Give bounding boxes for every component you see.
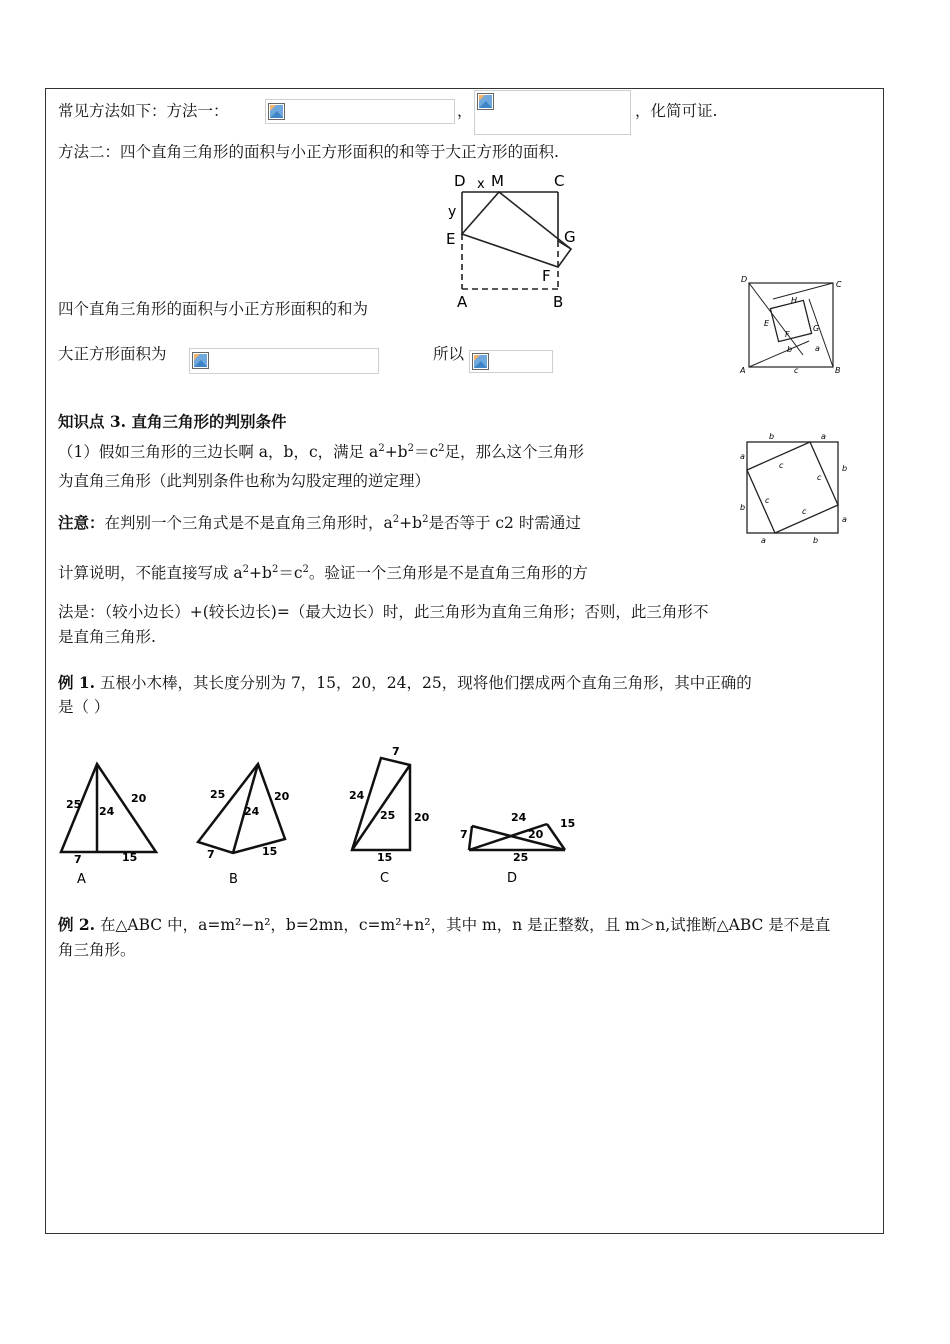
label-b: b: [787, 345, 793, 354]
formula-image-3: [189, 348, 379, 374]
text-part: +b: [384, 443, 408, 461]
triangle-options-figure: [55, 740, 595, 890]
label-c: c: [817, 473, 822, 482]
big-square-area-text: 大正方形面积为: [58, 345, 167, 363]
comma: ，: [457, 102, 473, 120]
sum-text: 四个直角三角形的面积与小正方形面积的和为: [58, 300, 369, 318]
option-D-label: D: [507, 871, 518, 886]
A-side-25: 25: [66, 798, 82, 811]
text-part: +b: [399, 514, 423, 532]
C-side-25: 25: [380, 809, 396, 822]
D-side-7: 7: [460, 828, 468, 841]
superscript: 2: [271, 564, 279, 575]
text-part: 在判别一个三角式是不是直角三角形时，a: [104, 514, 393, 532]
option-C-label: C: [380, 871, 390, 886]
example1-label: 例 1.: [58, 673, 96, 692]
note-line2: [58, 562, 588, 584]
superscript: 2: [378, 443, 385, 454]
example1-text: 五根小木棒，其长度分别为 7，15，20，24，25，现将他们摆成两个直角三角形，其中正确的: [100, 674, 752, 692]
broken-image-icon: [268, 103, 285, 120]
label-C: C: [836, 280, 842, 289]
text-part: +b: [249, 564, 272, 582]
text-part: （1）假如三角形的三边长啊 a，b，c，满足 a: [58, 443, 379, 461]
text-part: ＝c: [413, 443, 439, 461]
C-side-15: 15: [377, 851, 393, 864]
formula-image-1: [265, 99, 455, 124]
label-F: F: [542, 267, 551, 285]
label-A: A: [457, 293, 468, 311]
method-line2: 是直角三角形.: [58, 628, 156, 646]
B-side-20: 20: [274, 790, 290, 803]
label-y: y: [448, 204, 457, 220]
label-x: x: [477, 177, 485, 192]
example1-line2: 是（ ）: [58, 698, 110, 716]
C-side-7: 7: [392, 745, 400, 758]
converse-theorem-line1: [58, 441, 584, 463]
label-a: a: [761, 536, 766, 545]
formula-image-4: [469, 350, 553, 373]
example2-text: 在△ABC 中，a=m²−n²，b=2mn，c=m²+n²，其中 m，n 是正整数，且 m＞n,试推断△ABC 是不是直: [100, 916, 831, 934]
label-b: b: [740, 503, 746, 512]
text-part: ＝c: [278, 564, 303, 582]
B-side-25: 25: [210, 788, 226, 801]
D-side-20: 20: [528, 828, 544, 841]
square-diagram-1: [440, 168, 590, 313]
therefore-text: 所以: [433, 345, 465, 363]
label-H: H: [791, 296, 798, 305]
label-G: G: [564, 228, 576, 246]
label-B: B: [553, 293, 564, 311]
C-side-24: 24: [349, 789, 365, 802]
option-B-label: B: [229, 872, 238, 887]
square-diagram-3: [735, 428, 850, 546]
superscript: 2: [407, 443, 414, 454]
label-M: M: [491, 172, 504, 190]
label-a: a: [842, 515, 847, 524]
label-F: F: [785, 330, 790, 339]
note-label: 注意：: [58, 513, 105, 532]
A-side-15: 15: [122, 851, 138, 864]
C-side-20: 20: [414, 811, 430, 824]
example2-line1: [58, 914, 830, 936]
converse-theorem-line2: 为直角三角形（此判别条件也称为勾股定理的逆定理）: [58, 472, 431, 490]
method-one-prefix: 常见方法如下：方法一：: [58, 102, 229, 120]
text-part: 是否等于 c2 时需通过: [428, 514, 581, 532]
method-two-text: 方法二：四个直角三角形的面积与小正方形面积的和等于大正方形的面积.: [58, 143, 559, 161]
square-diagram-2: [735, 272, 850, 377]
text-part: 计算说明，不能直接写成 a: [58, 564, 243, 582]
label-A: A: [740, 366, 746, 375]
label-B: B: [835, 366, 841, 375]
text-part: 足，那么这个三角形: [444, 443, 585, 461]
superscript: 2: [422, 514, 429, 525]
B-side-7: 7: [207, 848, 215, 861]
example2-label: 例 2.: [58, 915, 96, 934]
D-side-24: 24: [511, 811, 527, 824]
method-one-suffix: ，化简可证.: [635, 102, 718, 120]
D-side-25: 25: [513, 851, 529, 864]
broken-image-icon: [477, 93, 494, 110]
label-c: c: [802, 507, 807, 516]
label-E: E: [446, 230, 456, 248]
label-c: c: [765, 496, 770, 505]
example1-line1: [58, 672, 752, 694]
label-G: G: [813, 324, 820, 333]
method-line1: 法是：（较小边长）+(较长边长)=（最大边长）时，此三角形为直角三角形；否则，此三角形不: [58, 603, 709, 621]
B-side-15: 15: [262, 845, 278, 858]
label-C: C: [554, 172, 565, 190]
label-b: b: [842, 464, 848, 473]
label-a: a: [815, 344, 820, 353]
option-A-label: A: [77, 872, 86, 887]
superscript: 2: [302, 564, 309, 575]
D-side-15: 15: [560, 817, 576, 830]
B-side-24: 24: [244, 805, 260, 818]
knowledge-heading: 知识点 3. 直角三角形的判别条件: [58, 412, 287, 431]
label-D: D: [741, 275, 748, 284]
superscript: 2: [242, 564, 250, 575]
A-side-7: 7: [74, 853, 82, 866]
label-c: c: [779, 461, 784, 470]
label-a: a: [821, 432, 826, 441]
superscript: 2: [438, 443, 445, 454]
text-part: 。验证一个三角形是不是直角三角形的方: [308, 564, 588, 582]
superscript: 2: [392, 514, 400, 525]
A-side-20: 20: [131, 792, 147, 805]
note-line1: [58, 512, 581, 534]
label-a: a: [740, 452, 745, 461]
formula-image-2: [474, 90, 631, 135]
label-b: b: [813, 536, 819, 545]
label-E: E: [764, 319, 770, 328]
label-b: b: [769, 432, 775, 441]
broken-image-icon: [192, 352, 209, 369]
label-c: c: [794, 366, 799, 375]
example2-line2: 角三角形。: [58, 941, 136, 959]
A-side-24: 24: [99, 805, 115, 818]
label-D: D: [454, 172, 466, 190]
broken-image-icon: [472, 353, 489, 370]
